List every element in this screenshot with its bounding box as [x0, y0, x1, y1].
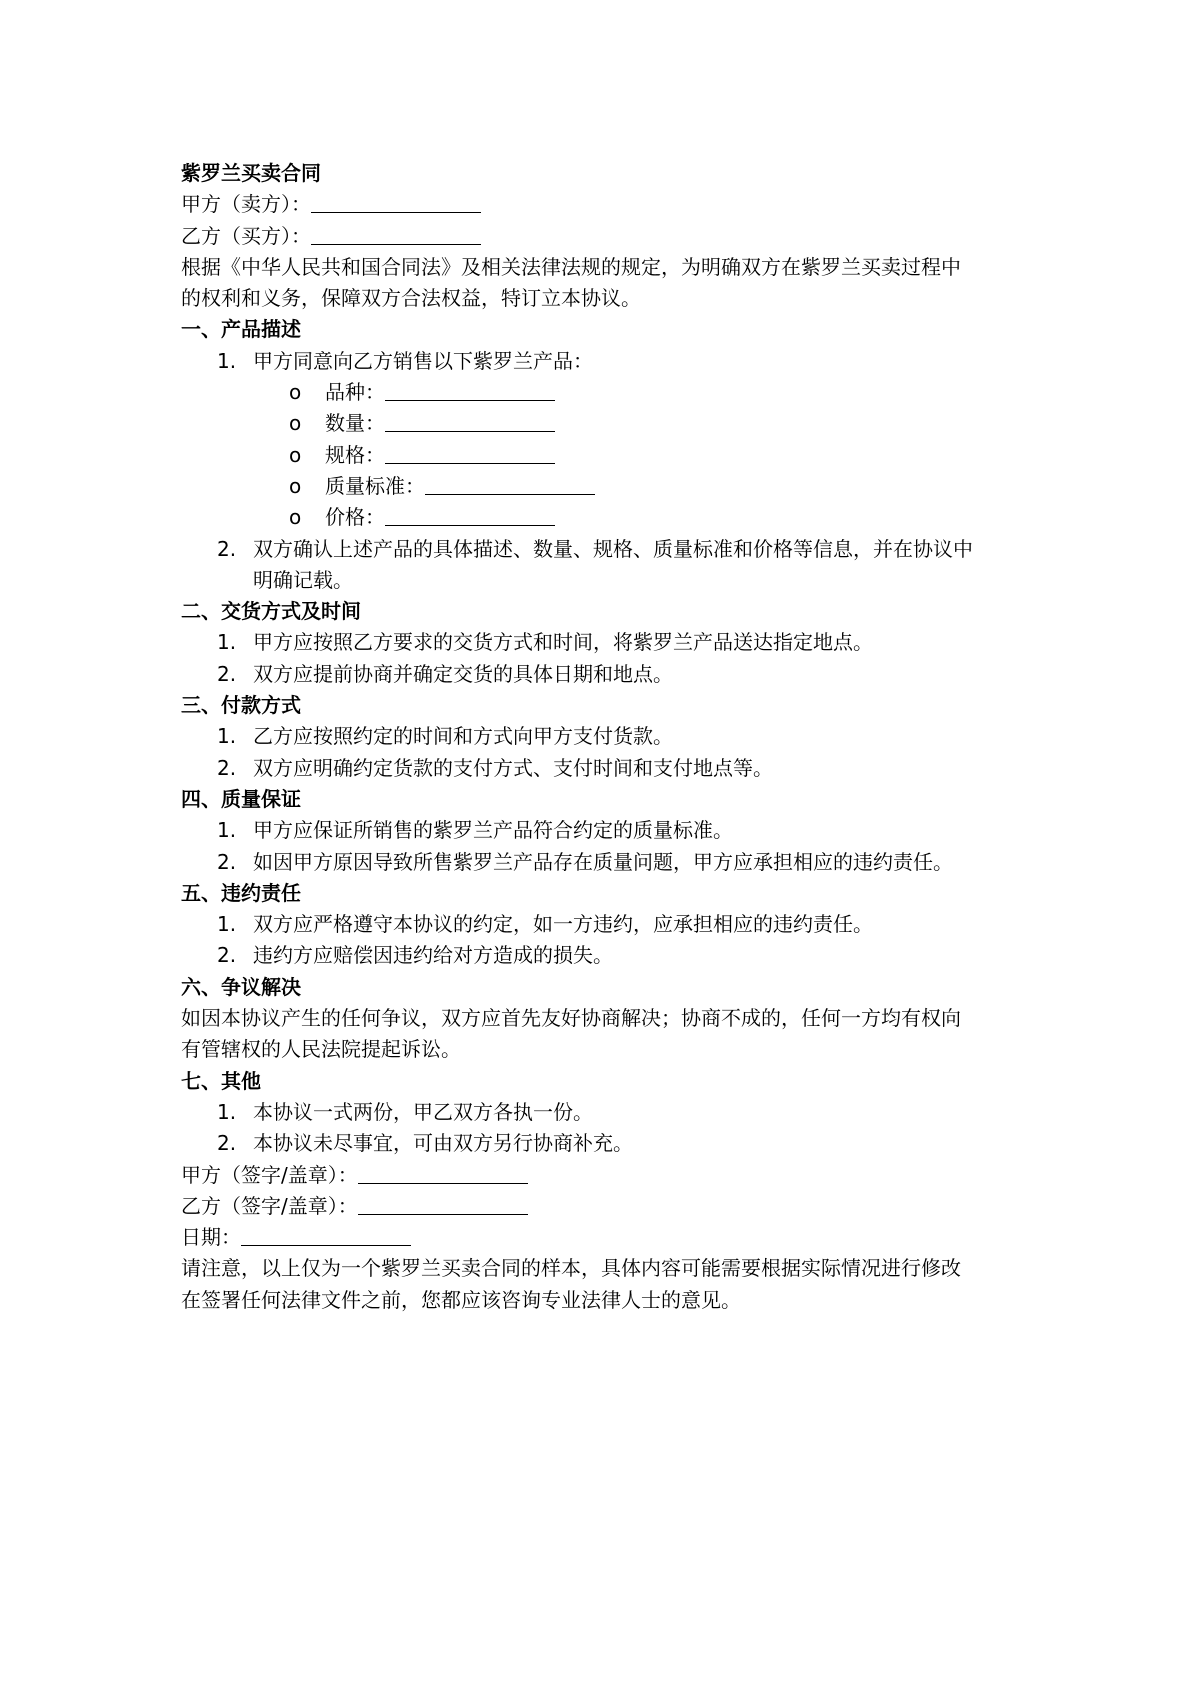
field-label: 品种：: [325, 380, 385, 405]
date-label: 日期：: [181, 1225, 241, 1250]
signature-b-label: 乙方（签字/盖章）：: [181, 1193, 358, 1218]
party-b-label: 乙方（买方）：: [181, 223, 311, 248]
party-b-blank: [311, 222, 481, 245]
document-title: 紫罗兰买卖合同: [181, 161, 321, 185]
section-heading: 三、付款方式: [181, 693, 301, 718]
field-item-price: [181, 502, 1021, 533]
list-item: [181, 909, 1021, 940]
paragraph-line: 如因本协议产生的任何争议，双方应首先友好协商解决；协商不成的，任何一方均有权向: [181, 1006, 961, 1031]
item-number: 1.: [217, 348, 237, 373]
date-blank: [241, 1223, 411, 1246]
section-heading: 一、产品描述: [181, 317, 301, 342]
field-item-quality: [181, 471, 1021, 502]
item-text: 双方应严格遵守本协议的约定，如一方违约，应承担相应的违约责任。: [253, 912, 873, 937]
item-number: 1.: [217, 1099, 237, 1124]
section-heading: 六、争议解决: [181, 974, 301, 999]
list-item: [181, 847, 1021, 878]
bullet-icon: o: [289, 505, 302, 530]
list-item: [181, 1128, 1021, 1159]
party-a-line: [181, 189, 1021, 220]
signature-a-label: 甲方（签字/盖章）：: [181, 1162, 358, 1187]
list-item: [181, 753, 1021, 784]
bullet-icon: o: [289, 380, 302, 405]
item-text: 本协议一式两份，甲乙双方各执一份。: [253, 1099, 593, 1124]
field-blank: [385, 503, 555, 526]
field-blank: [385, 409, 555, 432]
item-text: 甲方应按照乙方要求的交货方式和时间，将紫罗兰产品送达指定地点。: [253, 630, 873, 655]
party-a-blank: [311, 190, 481, 213]
list-item: [181, 815, 1021, 846]
field-label: 质量标准：: [325, 473, 425, 498]
list-item: [181, 627, 1021, 658]
list-item: [181, 659, 1021, 690]
item-number: 1.: [217, 912, 237, 937]
item-number: 2.: [217, 755, 237, 780]
notice-line: 请注意，以上仅为一个紫罗兰买卖合同的样本，具体内容可能需要根据实际情况进行修改: [181, 1256, 961, 1281]
signature-b-line: [181, 1191, 1021, 1222]
item-text: 违约方应赔偿因违约给对方造成的损失。: [253, 943, 613, 968]
item-text: 甲方应保证所销售的紫罗兰产品符合约定的质量标准。: [253, 818, 733, 843]
item-number: 2.: [217, 661, 237, 686]
field-label: 规格：: [325, 442, 385, 467]
item-text: 甲方同意向乙方销售以下紫罗兰产品：: [253, 348, 593, 373]
preamble-line: 根据《中华人民共和国合同法》及相关法律法规的规定，为明确双方在紫罗兰买卖过程中: [181, 254, 961, 279]
item-number: 1.: [217, 818, 237, 843]
bullet-icon: o: [289, 411, 302, 436]
item-number: 2.: [217, 536, 237, 561]
field-label: 数量：: [325, 411, 385, 436]
section-heading: 七、其他: [181, 1068, 261, 1093]
list-item: [181, 940, 1021, 971]
item-text: 双方应明确约定货款的支付方式、支付时间和支付地点等。: [253, 755, 773, 780]
item-text: 如因甲方原因导致所售紫罗兰产品存在质量问题，甲方应承担相应的违约责任。: [253, 849, 953, 874]
item-number: 1.: [217, 630, 237, 655]
field-label: 价格：: [325, 505, 385, 530]
signature-b-blank: [358, 1192, 528, 1215]
party-a-label: 甲方（卖方）：: [181, 192, 311, 217]
paragraph-line: 有管辖权的人民法院提起诉讼。: [181, 1037, 461, 1062]
list-item: [181, 721, 1021, 752]
notice-line: 在签署任何法律文件之前，您都应该咨询专业法律人士的意见。: [181, 1287, 741, 1312]
section-heading: 四、质量保证: [181, 786, 301, 811]
bullet-icon: o: [289, 473, 302, 498]
preamble-line: 的权利和义务，保障双方合法权益，特订立本协议。: [181, 286, 641, 311]
section-heading: 二、交货方式及时间: [181, 599, 361, 624]
list-item: [181, 1097, 1021, 1128]
party-b-line: [181, 221, 1021, 252]
signature-a-blank: [358, 1161, 528, 1184]
field-blank: [385, 441, 555, 464]
item-text: 双方应提前协商并确定交货的具体日期和地点。: [253, 661, 673, 686]
field-item-variety: [181, 377, 1021, 408]
field-item-spec: [181, 440, 1021, 471]
section-heading: 五、违约责任: [181, 880, 301, 905]
field-blank: [425, 472, 595, 495]
date-line: [181, 1222, 1021, 1253]
field-item-quantity: [181, 408, 1021, 439]
field-blank: [385, 378, 555, 401]
item-text: 双方确认上述产品的具体描述、数量、规格、质量标准和价格等信息，并在协议中: [253, 536, 973, 561]
item-number: 2.: [217, 1131, 237, 1156]
list-item: [181, 534, 1021, 565]
item-text: 乙方应按照约定的时间和方式向甲方支付货款。: [253, 724, 673, 749]
list-item-continuation: 明确记载。: [253, 567, 353, 592]
list-item: [181, 346, 1021, 377]
item-text: 本协议未尽事宜，可由双方另行协商补充。: [253, 1131, 633, 1156]
signature-a-line: [181, 1160, 1021, 1191]
item-number: 2.: [217, 849, 237, 874]
item-number: 2.: [217, 943, 237, 968]
document-body: [181, 158, 1021, 1316]
bullet-icon: o: [289, 442, 302, 467]
item-number: 1.: [217, 724, 237, 749]
